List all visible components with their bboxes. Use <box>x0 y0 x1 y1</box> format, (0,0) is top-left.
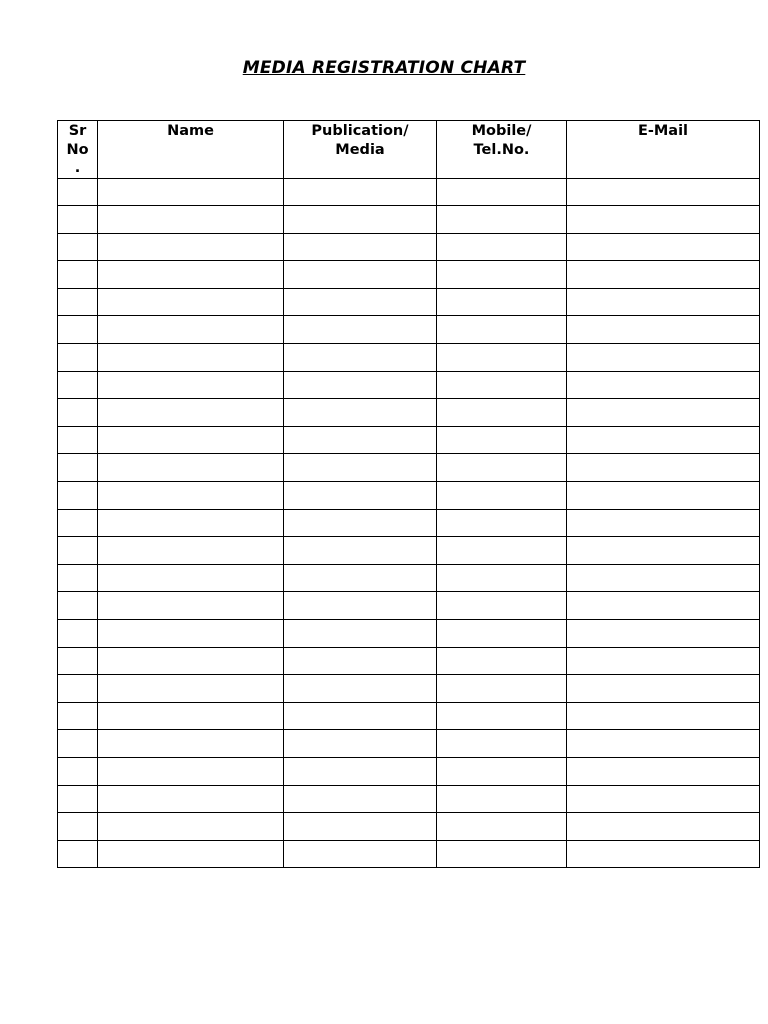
table-row <box>58 757 760 785</box>
table-cell-mobile[interactable] <box>437 620 567 648</box>
table-cell-publication[interactable] <box>284 813 437 841</box>
table-cell-email[interactable] <box>567 840 760 868</box>
table-cell-name[interactable] <box>98 371 284 399</box>
table-row <box>58 371 760 399</box>
table-cell-publication[interactable] <box>284 482 437 510</box>
table-cell-mobile[interactable] <box>437 675 567 703</box>
table-cell-email[interactable] <box>567 509 760 537</box>
table-cell-sr-no[interactable] <box>58 178 98 206</box>
document-title: MEDIA REGISTRATION CHART <box>242 58 526 78</box>
column-header-mobile: Mobile/ Tel.No. <box>437 121 567 179</box>
table-row <box>58 702 760 730</box>
table-cell-publication[interactable] <box>284 730 437 758</box>
table-cell-mobile[interactable] <box>437 813 567 841</box>
table-cell-sr-no[interactable] <box>58 426 98 454</box>
table-cell-publication[interactable] <box>284 647 437 675</box>
table-cell-email[interactable] <box>567 344 760 372</box>
table-cell-name[interactable] <box>98 730 284 758</box>
table-row <box>58 261 760 289</box>
table-cell-email[interactable] <box>567 675 760 703</box>
table-cell-sr-no[interactable] <box>58 454 98 482</box>
table-cell-mobile[interactable] <box>437 454 567 482</box>
table-cell-sr-no[interactable] <box>58 785 98 813</box>
table-row <box>58 288 760 316</box>
table-cell-mobile[interactable] <box>437 371 567 399</box>
table-cell-name[interactable] <box>98 757 284 785</box>
table-cell-sr-no[interactable] <box>58 288 98 316</box>
table-cell-sr-no[interactable] <box>58 730 98 758</box>
table-row <box>58 233 760 261</box>
table-cell-mobile[interactable] <box>437 261 567 289</box>
table-cell-mobile[interactable] <box>437 426 567 454</box>
table-cell-publication[interactable] <box>284 261 437 289</box>
table-cell-publication[interactable] <box>284 785 437 813</box>
table-cell-publication[interactable] <box>284 344 437 372</box>
table-cell-sr-no[interactable] <box>58 206 98 234</box>
table-cell-sr-no[interactable] <box>58 702 98 730</box>
table-row <box>58 206 760 234</box>
table-cell-publication[interactable] <box>284 620 437 648</box>
table-cell-email[interactable] <box>567 620 760 648</box>
table-cell-email[interactable] <box>567 757 760 785</box>
table-cell-sr-no[interactable] <box>58 675 98 703</box>
table-cell-name[interactable] <box>98 564 284 592</box>
table-cell-name[interactable] <box>98 482 284 510</box>
table-cell-mobile[interactable] <box>437 537 567 565</box>
table-cell-mobile[interactable] <box>437 702 567 730</box>
table-cell-email[interactable] <box>567 592 760 620</box>
table-row <box>58 730 760 758</box>
table-cell-sr-no[interactable] <box>58 647 98 675</box>
table-cell-name[interactable] <box>98 813 284 841</box>
table-cell-publication[interactable] <box>284 426 437 454</box>
table-cell-sr-no[interactable] <box>58 316 98 344</box>
table-cell-name[interactable] <box>98 261 284 289</box>
table-cell-publication[interactable] <box>284 233 437 261</box>
table-cell-email[interactable] <box>567 288 760 316</box>
table-cell-sr-no[interactable] <box>58 537 98 565</box>
column-header-publication: Publication/ Media <box>284 121 437 179</box>
table-cell-sr-no[interactable] <box>58 399 98 427</box>
table-cell-publication[interactable] <box>284 592 437 620</box>
table-cell-name[interactable] <box>98 426 284 454</box>
table-cell-name[interactable] <box>98 206 284 234</box>
table-row <box>58 647 760 675</box>
table-cell-email[interactable] <box>567 730 760 758</box>
table-cell-name[interactable] <box>98 620 284 648</box>
table-cell-email[interactable] <box>567 426 760 454</box>
table-cell-mobile[interactable] <box>437 592 567 620</box>
table-cell-sr-no[interactable] <box>58 620 98 648</box>
column-header-sr-no: Sr No . <box>58 121 98 179</box>
table-cell-email[interactable] <box>567 482 760 510</box>
table-cell-email[interactable] <box>567 564 760 592</box>
table-row <box>58 426 760 454</box>
table-cell-name[interactable] <box>98 233 284 261</box>
table-cell-mobile[interactable] <box>437 785 567 813</box>
table-cell-mobile[interactable] <box>437 344 567 372</box>
table-cell-publication[interactable] <box>284 564 437 592</box>
table-cell-publication[interactable] <box>284 206 437 234</box>
table-cell-name[interactable] <box>98 316 284 344</box>
table-cell-mobile[interactable] <box>437 564 567 592</box>
table-row <box>58 840 760 868</box>
table-cell-publication[interactable] <box>284 399 437 427</box>
table-cell-sr-no[interactable] <box>58 344 98 372</box>
table-cell-email[interactable] <box>567 702 760 730</box>
table-cell-name[interactable] <box>98 647 284 675</box>
column-header-name: Name <box>98 121 284 179</box>
table-row <box>58 813 760 841</box>
table-cell-sr-no[interactable] <box>58 261 98 289</box>
table-cell-sr-no[interactable] <box>58 233 98 261</box>
table-cell-name[interactable] <box>98 592 284 620</box>
table-cell-email[interactable] <box>567 399 760 427</box>
table-cell-name[interactable] <box>98 288 284 316</box>
table-row <box>58 537 760 565</box>
table-cell-email[interactable] <box>567 178 760 206</box>
table-cell-name[interactable] <box>98 509 284 537</box>
table-row <box>58 509 760 537</box>
column-header-email: E-Mail <box>567 121 760 179</box>
table-cell-email[interactable] <box>567 537 760 565</box>
table-cell-publication[interactable] <box>284 702 437 730</box>
table-row <box>58 785 760 813</box>
table-body <box>58 178 760 868</box>
table-cell-publication[interactable] <box>284 371 437 399</box>
table-cell-email[interactable] <box>567 261 760 289</box>
table-row <box>58 675 760 703</box>
table-cell-publication[interactable] <box>284 178 437 206</box>
table-cell-publication[interactable] <box>284 454 437 482</box>
table-row <box>58 482 760 510</box>
table-header-row <box>58 121 760 179</box>
table-cell-name[interactable] <box>98 840 284 868</box>
table-cell-mobile[interactable] <box>437 206 567 234</box>
table-row <box>58 454 760 482</box>
table-cell-sr-no[interactable] <box>58 564 98 592</box>
table-cell-name[interactable] <box>98 178 284 206</box>
table-cell-sr-no[interactable] <box>58 813 98 841</box>
table-cell-sr-no[interactable] <box>58 509 98 537</box>
table-cell-email[interactable] <box>567 647 760 675</box>
table-cell-mobile[interactable] <box>437 509 567 537</box>
table-cell-name[interactable] <box>98 454 284 482</box>
table-row <box>58 399 760 427</box>
table-cell-name[interactable] <box>98 344 284 372</box>
table-row <box>58 620 760 648</box>
media-registration-table <box>57 120 760 868</box>
table-row <box>58 592 760 620</box>
table-row <box>58 316 760 344</box>
table-cell-sr-no[interactable] <box>58 592 98 620</box>
table-cell-publication[interactable] <box>284 840 437 868</box>
table-row <box>58 178 760 206</box>
table-cell-sr-no[interactable] <box>58 371 98 399</box>
table-cell-name[interactable] <box>98 537 284 565</box>
table-cell-mobile[interactable] <box>437 288 567 316</box>
table-cell-email[interactable] <box>567 316 760 344</box>
table-cell-mobile[interactable] <box>437 647 567 675</box>
table-cell-mobile[interactable] <box>437 399 567 427</box>
table-cell-mobile[interactable] <box>437 757 567 785</box>
table-cell-name[interactable] <box>98 785 284 813</box>
table-cell-sr-no[interactable] <box>58 840 98 868</box>
table-cell-sr-no[interactable] <box>58 757 98 785</box>
table-cell-publication[interactable] <box>284 757 437 785</box>
table-cell-publication[interactable] <box>284 675 437 703</box>
table-cell-email[interactable] <box>567 454 760 482</box>
table-row <box>58 344 760 372</box>
table-cell-mobile[interactable] <box>437 316 567 344</box>
table-cell-email[interactable] <box>567 371 760 399</box>
table-cell-mobile[interactable] <box>437 178 567 206</box>
table-cell-mobile[interactable] <box>437 840 567 868</box>
table-cell-publication[interactable] <box>284 316 437 344</box>
table-cell-mobile[interactable] <box>437 233 567 261</box>
table-cell-email[interactable] <box>567 206 760 234</box>
table-cell-mobile[interactable] <box>437 730 567 758</box>
table-cell-email[interactable] <box>567 813 760 841</box>
table-cell-name[interactable] <box>98 675 284 703</box>
table-cell-email[interactable] <box>567 233 760 261</box>
table-cell-publication[interactable] <box>284 288 437 316</box>
table-cell-email[interactable] <box>567 785 760 813</box>
table-cell-publication[interactable] <box>284 509 437 537</box>
table-row <box>58 564 760 592</box>
table-cell-name[interactable] <box>98 399 284 427</box>
table-cell-mobile[interactable] <box>437 482 567 510</box>
table-cell-sr-no[interactable] <box>58 482 98 510</box>
table-cell-name[interactable] <box>98 702 284 730</box>
table-cell-publication[interactable] <box>284 537 437 565</box>
